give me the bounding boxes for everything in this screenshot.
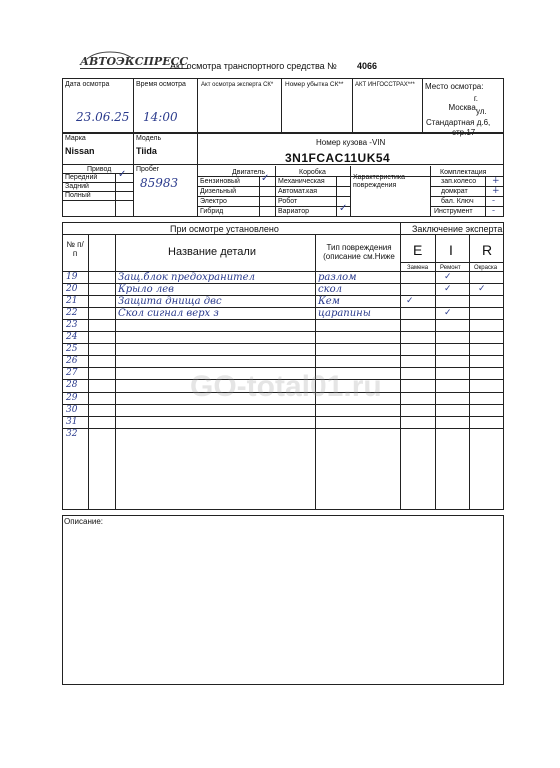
row-damage-type: царапины [318,308,371,319]
row-number: 28 [66,380,78,390]
drive-rear: Задний [65,183,89,190]
description-box [62,515,504,685]
conclusion-label: Заключение эксперта [412,224,503,234]
row-number: 24 [66,332,78,342]
row-check-r: ✓ [478,284,486,294]
expert-act-label: Акт осмотра эксперта СК* [201,82,274,88]
equipment-jack: домкрат [441,188,468,195]
row-check-i: ✓ [444,308,452,318]
row-number: 25 [66,344,78,354]
drive-full: Полный [65,192,91,199]
mileage-value: 85983 [140,176,179,190]
engine-label: Двигатель [232,169,266,176]
place-line-3: Стандартная д.6, [426,118,491,127]
date-value: 23.06.25 [76,110,130,124]
damage-type-header: Тип повреждения (описание см.Ниже [323,243,395,261]
row-number: 27 [66,368,78,378]
mileage-label: Пробег [136,166,160,173]
place-line-4: стр.17 [452,128,476,137]
row-damage-type: скол [318,284,342,295]
act-number: 4066 [357,61,378,71]
equipment-spare-mark: + [492,176,500,186]
gearbox-cvt: Вариатор [278,208,310,215]
date-label: Дата осмотра [65,81,110,88]
parts-table [62,222,504,510]
vin-value: 3N1FCAC11UK54 [285,151,391,165]
col-i-header: I [449,242,453,258]
model-value: Tiida [136,146,157,156]
ingos-act-label: АКТ ИНГОССТРАХ*** [355,82,415,88]
gearbox-cvt-check: ✓ [339,203,348,214]
gearbox-auto: Автомат.кая [278,188,318,195]
col-e-sub: Замена [407,265,429,271]
watermark: GO-total01.ru [190,370,382,403]
row-number: 20 [66,284,78,294]
col-e-header: E [413,242,423,258]
make-value: Nissan [65,146,95,156]
equipment-tools: Инструмент [434,208,473,215]
gearbox-label: Коробка [299,169,326,176]
row-damage-type: Кем [318,296,340,307]
place-line-1: г. Москва, [448,94,478,112]
gearbox-manual: Механическая [278,178,325,185]
col-r-header: R [482,242,493,258]
engine-petrol-check: ✓ [261,173,270,184]
time-value: 14:00 [143,110,178,124]
model-label: Модель [136,135,162,142]
row-number: 32 [66,429,78,439]
drive-label: Привод [87,166,112,173]
num-label: № п/п [66,240,84,258]
drive-front-check: ✓ [118,169,127,180]
row-number: 31 [66,417,78,427]
row-number: 30 [66,405,78,415]
row-number: 22 [66,308,78,318]
vin-label: Номер кузова -VIN [316,138,386,147]
col-i-sub: Ремонт [440,265,461,271]
act-title: Акт осмотра транспортного средства № [170,61,337,71]
company-logo: АВТОЭКСПРЕСС [80,55,189,68]
part-name-header: Название детали [168,246,256,258]
car-logo-icon [85,47,135,65]
place-line-2: ул. [476,107,487,116]
row-number: 26 [66,356,78,366]
damage-char-label: Характеристика повреждения [353,174,406,189]
row-part-name: Защита днища двс [118,296,222,307]
loss-number-label: Номер убытка СК** [285,81,344,88]
place-label: Место осмотра: [425,82,484,91]
row-part-name: Крыло лев [118,284,174,295]
row-number: 23 [66,320,78,330]
row-number: 21 [66,296,78,306]
engine-electro: Электро [200,198,227,205]
row-damage-type: разлом [318,272,357,283]
engine-hybrid: Гибрид [200,208,224,215]
make-label: Марка [65,135,86,142]
installed-label: При осмотре установлено [170,224,279,234]
row-check-e: ✓ [406,296,414,306]
drive-front: Передний [65,174,98,181]
row-number: 29 [66,393,78,403]
engine-diesel: Дизельный [200,188,236,195]
gearbox-robot: Робот [278,198,298,205]
col-r-sub: Окраска [474,265,498,271]
equipment-spare: зап.колесо [441,178,477,185]
row-part-name: Защ.блок предохранител [118,272,255,283]
row-number: 19 [66,272,78,282]
time-label: Время осмотра [136,81,186,88]
equipment-key: бал. Ключ [441,198,474,205]
row-check-i: ✓ [444,272,452,282]
row-part-name: Скол сигнал верх з [118,308,219,319]
row-check-i: ✓ [444,284,452,294]
equipment-tools-mark: - [492,206,496,216]
equipment-label: Комплектация [440,169,487,176]
equipment-jack-mark: + [492,186,500,196]
engine-petrol: Бензиновый [200,178,240,185]
description-label: Описание: [64,517,104,526]
equipment-key-mark: - [492,196,496,206]
